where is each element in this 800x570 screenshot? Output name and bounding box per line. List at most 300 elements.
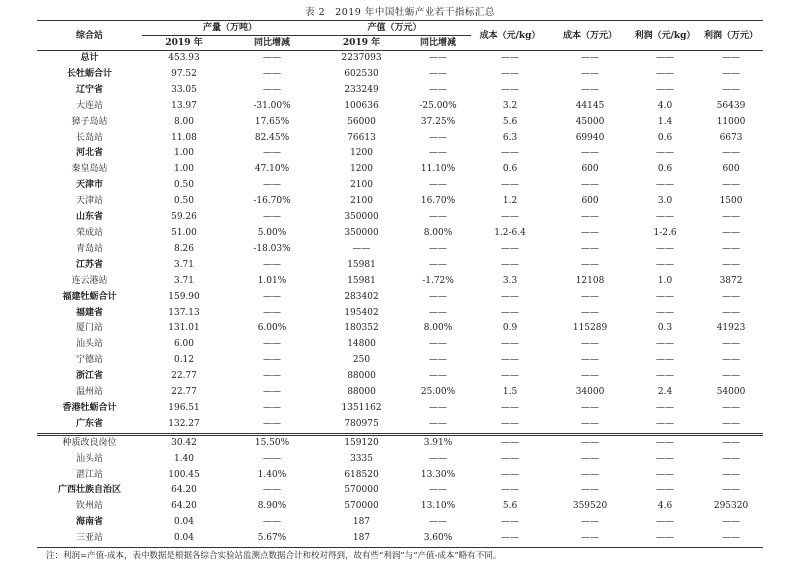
- station-name-cell: 宁德站: [75, 355, 103, 366]
- value-yoy-cell: 3.91%: [405, 434, 471, 451]
- value-2019-cell: 2100: [350, 196, 373, 207]
- cost-per-kg-cell: ——: [501, 339, 520, 350]
- cost-per-kg-cell: 1.2-6.4: [494, 227, 526, 238]
- station-name-cell: 厦门站: [75, 323, 103, 334]
- header-value-year: 2019 年: [342, 38, 381, 48]
- cost-total-cell: ——: [581, 371, 600, 382]
- output-2019-cell: 1.40: [173, 453, 195, 464]
- value-2019-cell: 570000: [344, 501, 379, 512]
- output-yoy-cell: ——: [263, 402, 281, 413]
- cost-total-cell: ——: [581, 307, 600, 318]
- profit-total-cell: ——: [722, 148, 741, 159]
- output-yoy-cell: ——: [263, 453, 281, 464]
- value-2019-cell: 1200: [350, 148, 373, 159]
- table-row: [37, 468, 763, 484]
- value-yoy-cell: 13.30%: [420, 469, 456, 480]
- cost-per-kg-cell: 3.2: [502, 100, 518, 111]
- cost-total-cell: 45000: [575, 116, 605, 127]
- table-row: [37, 290, 763, 306]
- output-yoy-cell: 17.65%: [254, 116, 290, 127]
- value-yoy-cell: ——: [429, 53, 448, 63]
- profit-per-kg-cell: 4.6: [657, 501, 673, 512]
- profit-per-kg-cell: 0.3: [657, 323, 673, 334]
- header-profit-per-kg: 利润（元/kg）: [634, 30, 696, 41]
- table-body-group-2: [37, 434, 763, 547]
- profit-total-cell: ——: [722, 180, 741, 191]
- cost-total-cell: ——: [581, 68, 600, 79]
- value-yoy-cell: 13.10%: [420, 501, 456, 512]
- output-yoy-cell: 1.40%: [257, 469, 287, 480]
- header-value-yoy: 同比增减: [420, 38, 457, 48]
- profit-total-cell: ——: [722, 243, 741, 254]
- station-name-cell: 山东省: [75, 212, 103, 223]
- output-yoy-cell: 1.01%: [257, 275, 287, 286]
- cost-total-cell: 44145: [575, 100, 605, 111]
- station-name-cell: 汕头站: [75, 339, 103, 350]
- table-row: [37, 83, 763, 99]
- cost-total-cell: ——: [581, 227, 600, 238]
- cost-per-kg-cell: ——: [501, 259, 520, 270]
- profit-per-kg-cell: ——: [631, 531, 699, 547]
- value-yoy-cell: ——: [429, 291, 448, 302]
- value-yoy-cell: ——: [429, 243, 448, 254]
- output-2019-cell: 132.27: [168, 418, 200, 429]
- value-2019-cell: 14800: [347, 339, 376, 350]
- value-2019-cell: 350000: [344, 227, 379, 238]
- output-yoy-cell: ——: [263, 371, 281, 382]
- cost-per-kg-cell: 5.6: [502, 116, 518, 127]
- output-2019-cell: 11.08: [171, 132, 197, 143]
- profit-per-kg-cell: ——: [656, 148, 675, 159]
- output-yoy-cell: ——: [263, 53, 281, 63]
- station-name-cell: 三亚站: [37, 531, 142, 547]
- station-name-cell: 湛江站: [75, 469, 103, 480]
- profit-per-kg-cell: ——: [656, 371, 675, 382]
- output-2019-cell: 13.97: [171, 100, 197, 111]
- value-2019-cell: 570000: [344, 485, 379, 496]
- profit-per-kg-cell: ——: [631, 434, 699, 451]
- profit-total-cell: 1500: [719, 196, 743, 207]
- station-name-cell: 天津市: [75, 180, 103, 191]
- output-yoy-cell: -16.70%: [253, 196, 291, 207]
- table-body-group-1: [37, 51, 763, 435]
- header-output-yoy: 同比增减: [254, 38, 291, 48]
- station-name-cell: 广东省: [75, 418, 103, 429]
- value-2019-cell: 283402: [344, 291, 379, 302]
- value-2019-cell: 15981: [347, 259, 376, 270]
- table-row: [37, 131, 763, 147]
- cost-per-kg-cell: ——: [471, 434, 549, 451]
- output-yoy-cell: ——: [263, 355, 281, 366]
- output-yoy-cell: 5.67%: [226, 531, 318, 547]
- output-2019-cell: 0.04: [173, 517, 195, 528]
- value-yoy-cell: -25.00%: [419, 100, 457, 111]
- cost-total-cell: ——: [581, 243, 600, 254]
- table-row: [37, 242, 763, 258]
- profit-total-cell: ——: [722, 53, 741, 63]
- cost-per-kg-cell: ——: [501, 68, 520, 79]
- value-yoy-cell: ——: [429, 259, 448, 270]
- output-2019-cell: 1.00: [173, 164, 195, 175]
- profit-per-kg-cell: 1-2.6: [653, 227, 677, 238]
- output-yoy-cell: ——: [263, 259, 281, 270]
- table-row: [37, 258, 763, 274]
- output-2019-cell: 6.00: [173, 339, 195, 350]
- output-2019-cell: 51.00: [171, 227, 197, 238]
- value-2019-cell: 1200: [350, 164, 373, 175]
- value-yoy-cell: ——: [429, 371, 448, 382]
- value-2019-cell: 159120: [318, 434, 405, 451]
- value-yoy-cell: 3.60%: [405, 531, 471, 547]
- cost-total-cell: ——: [581, 485, 600, 496]
- profit-total-cell: 295320: [713, 501, 749, 512]
- output-2019-cell: 0.04: [142, 531, 226, 547]
- cost-total-cell: ——: [581, 418, 600, 429]
- header-profit-total: 利润（万元）: [704, 30, 759, 41]
- output-2019-cell: 100.45: [168, 469, 200, 480]
- value-yoy-cell: 11.10%: [420, 164, 456, 175]
- output-yoy-cell: -18.03%: [253, 243, 291, 254]
- value-2019-cell: 3335: [350, 453, 373, 464]
- output-yoy-cell: ——: [263, 180, 281, 191]
- value-2019-cell: 88000: [347, 387, 376, 398]
- table-row: [37, 337, 763, 353]
- profit-per-kg-cell: ——: [656, 453, 675, 464]
- cost-per-kg-cell: ——: [501, 517, 520, 528]
- cost-total-cell: ——: [581, 402, 600, 413]
- cost-per-kg-cell: ——: [501, 148, 520, 159]
- profit-total-cell: 41923: [716, 323, 746, 334]
- output-2019-cell: 8.26: [173, 243, 195, 254]
- station-name-cell: 种质改良岗位: [37, 434, 142, 451]
- profit-total-cell: ——: [722, 402, 741, 413]
- oyster-indicator-table: [37, 20, 763, 548]
- profit-total-cell: ——: [722, 212, 741, 223]
- station-name-cell: 河北省: [75, 148, 103, 159]
- output-2019-cell: 1.00: [173, 148, 195, 159]
- cost-total-cell: 359520: [572, 501, 608, 512]
- value-2019-cell: 15981: [347, 275, 376, 286]
- output-2019-cell: 0.50: [173, 180, 195, 191]
- value-yoy-cell: 37.25%: [420, 116, 456, 127]
- output-2019-cell: 131.01: [168, 323, 200, 334]
- cost-total-cell: ——: [581, 212, 600, 223]
- value-yoy-cell: ——: [429, 453, 448, 464]
- station-name-cell: 长牡蛎合计: [66, 68, 112, 79]
- output-yoy-cell: 82.45%: [254, 132, 290, 143]
- table-footnote: 注：利润=产值-成本，表中数据是根据各综合实验站监测点数据合计和校对得到，故有些“利润”与“产值-成本”略有不同。: [46, 551, 502, 561]
- cost-per-kg-cell: ——: [501, 371, 520, 382]
- profit-total-cell: 56439: [716, 100, 746, 111]
- output-yoy-cell: 5.00%: [257, 227, 287, 238]
- profit-total-cell: ——: [722, 227, 741, 238]
- station-name-cell: 秦皇岛站: [71, 164, 108, 175]
- table-row: [37, 531, 763, 547]
- table-row: [37, 115, 763, 131]
- value-yoy-cell: ——: [429, 212, 448, 223]
- profit-total-cell: ——: [722, 259, 741, 270]
- profit-per-kg-cell: ——: [656, 291, 675, 302]
- profit-per-kg-cell: ——: [656, 259, 675, 270]
- cost-total-cell: 12108: [575, 275, 605, 286]
- output-yoy-cell: ——: [263, 307, 281, 318]
- value-yoy-cell: ——: [429, 132, 448, 143]
- cost-per-kg-cell: ——: [501, 307, 520, 318]
- table-row: [37, 274, 763, 290]
- output-2019-cell: 196.51: [168, 402, 200, 413]
- table-row: [37, 515, 763, 531]
- table-row: [37, 51, 763, 67]
- cost-per-kg-cell: 0.9: [502, 323, 518, 334]
- value-2019-cell: 100636: [344, 100, 379, 111]
- table-row: [37, 162, 763, 178]
- value-yoy-cell: 16.70%: [420, 196, 456, 207]
- station-name-cell: 福建牡蛎合计: [62, 291, 117, 302]
- station-name-cell: 荣成站: [75, 227, 103, 238]
- profit-total-cell: ——: [722, 68, 741, 79]
- value-yoy-cell: -1.72%: [422, 275, 454, 286]
- value-2019-cell: 88000: [347, 371, 376, 382]
- header-output-year: 2019 年: [165, 38, 203, 48]
- cost-per-kg-cell: 1.2: [502, 196, 518, 207]
- value-2019-cell: 2237093: [341, 53, 382, 63]
- cost-total-cell: ——: [581, 453, 600, 464]
- value-yoy-cell: ——: [429, 307, 448, 318]
- profit-per-kg-cell: ——: [656, 355, 675, 366]
- cost-per-kg-cell: ——: [501, 53, 520, 63]
- station-name-cell: 香港牡蛎合计: [62, 402, 117, 413]
- value-2019-cell: 602530: [344, 68, 379, 79]
- cost-total-cell: ——: [581, 339, 600, 350]
- profit-total-cell: ——: [722, 307, 741, 318]
- header-row-1: [37, 21, 763, 36]
- header-cost-total: 成本（万元）: [563, 30, 618, 41]
- profit-total-cell: ——: [722, 485, 741, 496]
- value-2019-cell: 350000: [344, 212, 379, 223]
- profit-total-cell: ——: [722, 339, 741, 350]
- table-row: [37, 194, 763, 210]
- cost-per-kg-cell: ——: [501, 291, 520, 302]
- station-name-cell: 长岛站: [75, 132, 103, 143]
- cost-total-cell: 600: [581, 196, 599, 207]
- cost-per-kg-cell: ——: [471, 531, 549, 547]
- profit-per-kg-cell: 1.0: [657, 275, 673, 286]
- cost-per-kg-cell: ——: [501, 84, 520, 95]
- value-yoy-cell: 25.00%: [420, 387, 456, 398]
- cost-total-cell: ——: [581, 53, 600, 63]
- output-2019-cell: 64.20: [171, 485, 197, 496]
- value-yoy-cell: 8.00%: [423, 323, 453, 334]
- output-2019-cell: 453.93: [168, 53, 200, 63]
- profit-total-cell: ——: [722, 355, 741, 366]
- value-yoy-cell: ——: [429, 84, 448, 95]
- value-2019-cell: 233249: [344, 84, 379, 95]
- cost-total-cell: 69940: [575, 132, 605, 143]
- cost-per-kg-cell: ——: [501, 212, 520, 223]
- profit-total-cell: ——: [722, 418, 741, 429]
- profit-total-cell: ——: [722, 453, 741, 464]
- table-row: [37, 452, 763, 468]
- profit-per-kg-cell: 1.4: [657, 116, 673, 127]
- value-yoy-cell: ——: [429, 402, 448, 413]
- header-output-group: 产量（万吨）: [142, 21, 318, 36]
- table-row: [37, 369, 763, 385]
- station-name-cell: 海南省: [75, 517, 103, 528]
- output-yoy-cell: ——: [263, 485, 281, 496]
- profit-per-kg-cell: ——: [656, 212, 675, 223]
- profit-total-cell: 11000: [716, 116, 746, 127]
- table-row: [37, 321, 763, 337]
- output-2019-cell: 8.00: [173, 116, 195, 127]
- profit-total-cell: ——: [699, 434, 763, 451]
- profit-per-kg-cell: ——: [656, 402, 675, 413]
- profit-total-cell: 6673: [719, 132, 743, 143]
- profit-total-cell: 3872: [719, 275, 743, 286]
- cost-per-kg-cell: 5.6: [502, 501, 518, 512]
- output-2019-cell: 0.50: [173, 196, 195, 207]
- profit-total-cell: ——: [722, 371, 741, 382]
- station-name-cell: 广西壮族自治区: [57, 485, 121, 496]
- cost-total-cell: 115289: [572, 323, 608, 334]
- profit-per-kg-cell: 4.0: [657, 100, 673, 111]
- table-row: [37, 178, 763, 194]
- station-name-cell: 温州站: [75, 387, 103, 398]
- profit-per-kg-cell: 2.4: [657, 387, 673, 398]
- value-yoy-cell: ——: [429, 339, 448, 350]
- cost-total-cell: 600: [581, 164, 599, 175]
- cost-per-kg-cell: ——: [501, 355, 520, 366]
- output-2019-cell: 30.42: [142, 434, 226, 451]
- profit-total-cell: ——: [722, 84, 741, 95]
- output-2019-cell: 22.77: [171, 387, 197, 398]
- profit-per-kg-cell: 0.6: [657, 132, 673, 143]
- output-2019-cell: 33.05: [171, 84, 197, 95]
- cost-per-kg-cell: ——: [501, 180, 520, 191]
- cost-per-kg-cell: ——: [501, 418, 520, 429]
- cost-total-cell: ——: [581, 469, 600, 480]
- station-name-cell: 总计: [80, 53, 99, 63]
- header-cost-per-kg: 成本（元/kg）: [479, 30, 541, 41]
- value-2019-cell: 195402: [344, 307, 379, 318]
- cost-total-cell: ——: [581, 259, 600, 270]
- value-2019-cell: 187: [318, 531, 405, 547]
- station-name-cell: 青岛站: [75, 243, 103, 254]
- table-row: [37, 99, 763, 115]
- profit-per-kg-cell: ——: [656, 517, 675, 528]
- value-yoy-cell: ——: [429, 418, 448, 429]
- station-name-cell: 浙江省: [75, 371, 103, 382]
- output-2019-cell: 159.90: [168, 291, 200, 302]
- output-2019-cell: 59.26: [171, 212, 197, 223]
- station-name-cell: 福建省: [75, 307, 103, 318]
- value-2019-cell: 618520: [344, 469, 379, 480]
- value-yoy-cell: ——: [429, 355, 448, 366]
- profit-per-kg-cell: ——: [656, 84, 675, 95]
- table-row: [37, 226, 763, 242]
- table-row: [37, 67, 763, 83]
- table-row: [37, 306, 763, 322]
- station-name-cell: 天津站: [75, 196, 103, 207]
- output-yoy-cell: ——: [263, 418, 281, 429]
- header-value-group: 产值（万元）: [318, 21, 471, 36]
- output-yoy-cell: ——: [263, 517, 281, 528]
- value-2019-cell: 180352: [344, 323, 379, 334]
- output-yoy-cell: 47.10%: [254, 164, 290, 175]
- cost-total-cell: ——: [549, 531, 631, 547]
- output-yoy-cell: ——: [263, 387, 281, 398]
- profit-total-cell: ——: [722, 291, 741, 302]
- cost-per-kg-cell: 1.5: [502, 387, 518, 398]
- value-yoy-cell: ——: [429, 517, 448, 528]
- profit-total-cell: ——: [699, 531, 763, 547]
- profit-total-cell: ——: [722, 469, 741, 480]
- profit-per-kg-cell: ——: [656, 339, 675, 350]
- cost-total-cell: ——: [581, 148, 600, 159]
- output-yoy-cell: ——: [263, 212, 281, 223]
- profit-per-kg-cell: ——: [656, 485, 675, 496]
- profit-per-kg-cell: ——: [656, 53, 675, 63]
- cost-per-kg-cell: ——: [501, 402, 520, 413]
- cost-per-kg-cell: ——: [501, 469, 520, 480]
- table-row: [37, 353, 763, 369]
- table-row: [37, 210, 763, 226]
- cost-total-cell: 34000: [575, 387, 605, 398]
- value-2019-cell: 780975: [344, 418, 379, 429]
- cost-per-kg-cell: 6.3: [502, 132, 518, 143]
- value-yoy-cell: ——: [429, 68, 448, 79]
- table-row: [37, 483, 763, 499]
- output-2019-cell: 22.77: [171, 371, 197, 382]
- table-row: [37, 146, 763, 162]
- value-2019-cell: 187: [352, 517, 371, 528]
- output-2019-cell: 64.20: [171, 501, 197, 512]
- output-2019-cell: 97.52: [171, 68, 197, 79]
- output-yoy-cell: 8.90%: [257, 501, 287, 512]
- value-yoy-cell: ——: [429, 148, 448, 159]
- table-row: [37, 499, 763, 515]
- profit-per-kg-cell: ——: [656, 418, 675, 429]
- output-2019-cell: 137.13: [168, 307, 200, 318]
- value-2019-cell: 1351162: [341, 402, 382, 413]
- output-yoy-cell: 15.50%: [226, 434, 318, 451]
- cost-per-kg-cell: 0.6: [502, 164, 518, 175]
- output-yoy-cell: 6.00%: [257, 323, 287, 334]
- cost-total-cell: ——: [581, 84, 600, 95]
- table-row: [37, 417, 763, 434]
- profit-per-kg-cell: ——: [656, 307, 675, 318]
- profit-per-kg-cell: ——: [656, 180, 675, 191]
- station-name-cell: 獐子岛站: [71, 116, 108, 127]
- table-caption: 表 2 2019 年中国牡蛎产业若干指标汇总: [305, 7, 495, 18]
- profit-per-kg-cell: ——: [656, 469, 675, 480]
- cost-total-cell: ——: [581, 355, 600, 366]
- station-name-cell: 连云港站: [71, 275, 108, 286]
- output-yoy-cell: ——: [263, 339, 281, 350]
- value-2019-cell: 250: [352, 355, 371, 366]
- value-2019-cell: 56000: [347, 116, 376, 127]
- value-yoy-cell: ——: [429, 485, 448, 496]
- station-name-cell: 江苏省: [75, 259, 103, 270]
- station-name-cell: 辽宁省: [75, 84, 103, 95]
- profit-total-cell: 600: [722, 164, 740, 175]
- table-row: [37, 434, 763, 451]
- output-2019-cell: 0.12: [173, 355, 195, 366]
- value-yoy-cell: 8.00%: [423, 227, 453, 238]
- station-name-cell: 大连站: [75, 100, 103, 111]
- value-2019-cell: 76613: [347, 132, 376, 143]
- profit-per-kg-cell: 3.0: [657, 196, 673, 207]
- output-yoy-cell: -31.00%: [253, 100, 291, 111]
